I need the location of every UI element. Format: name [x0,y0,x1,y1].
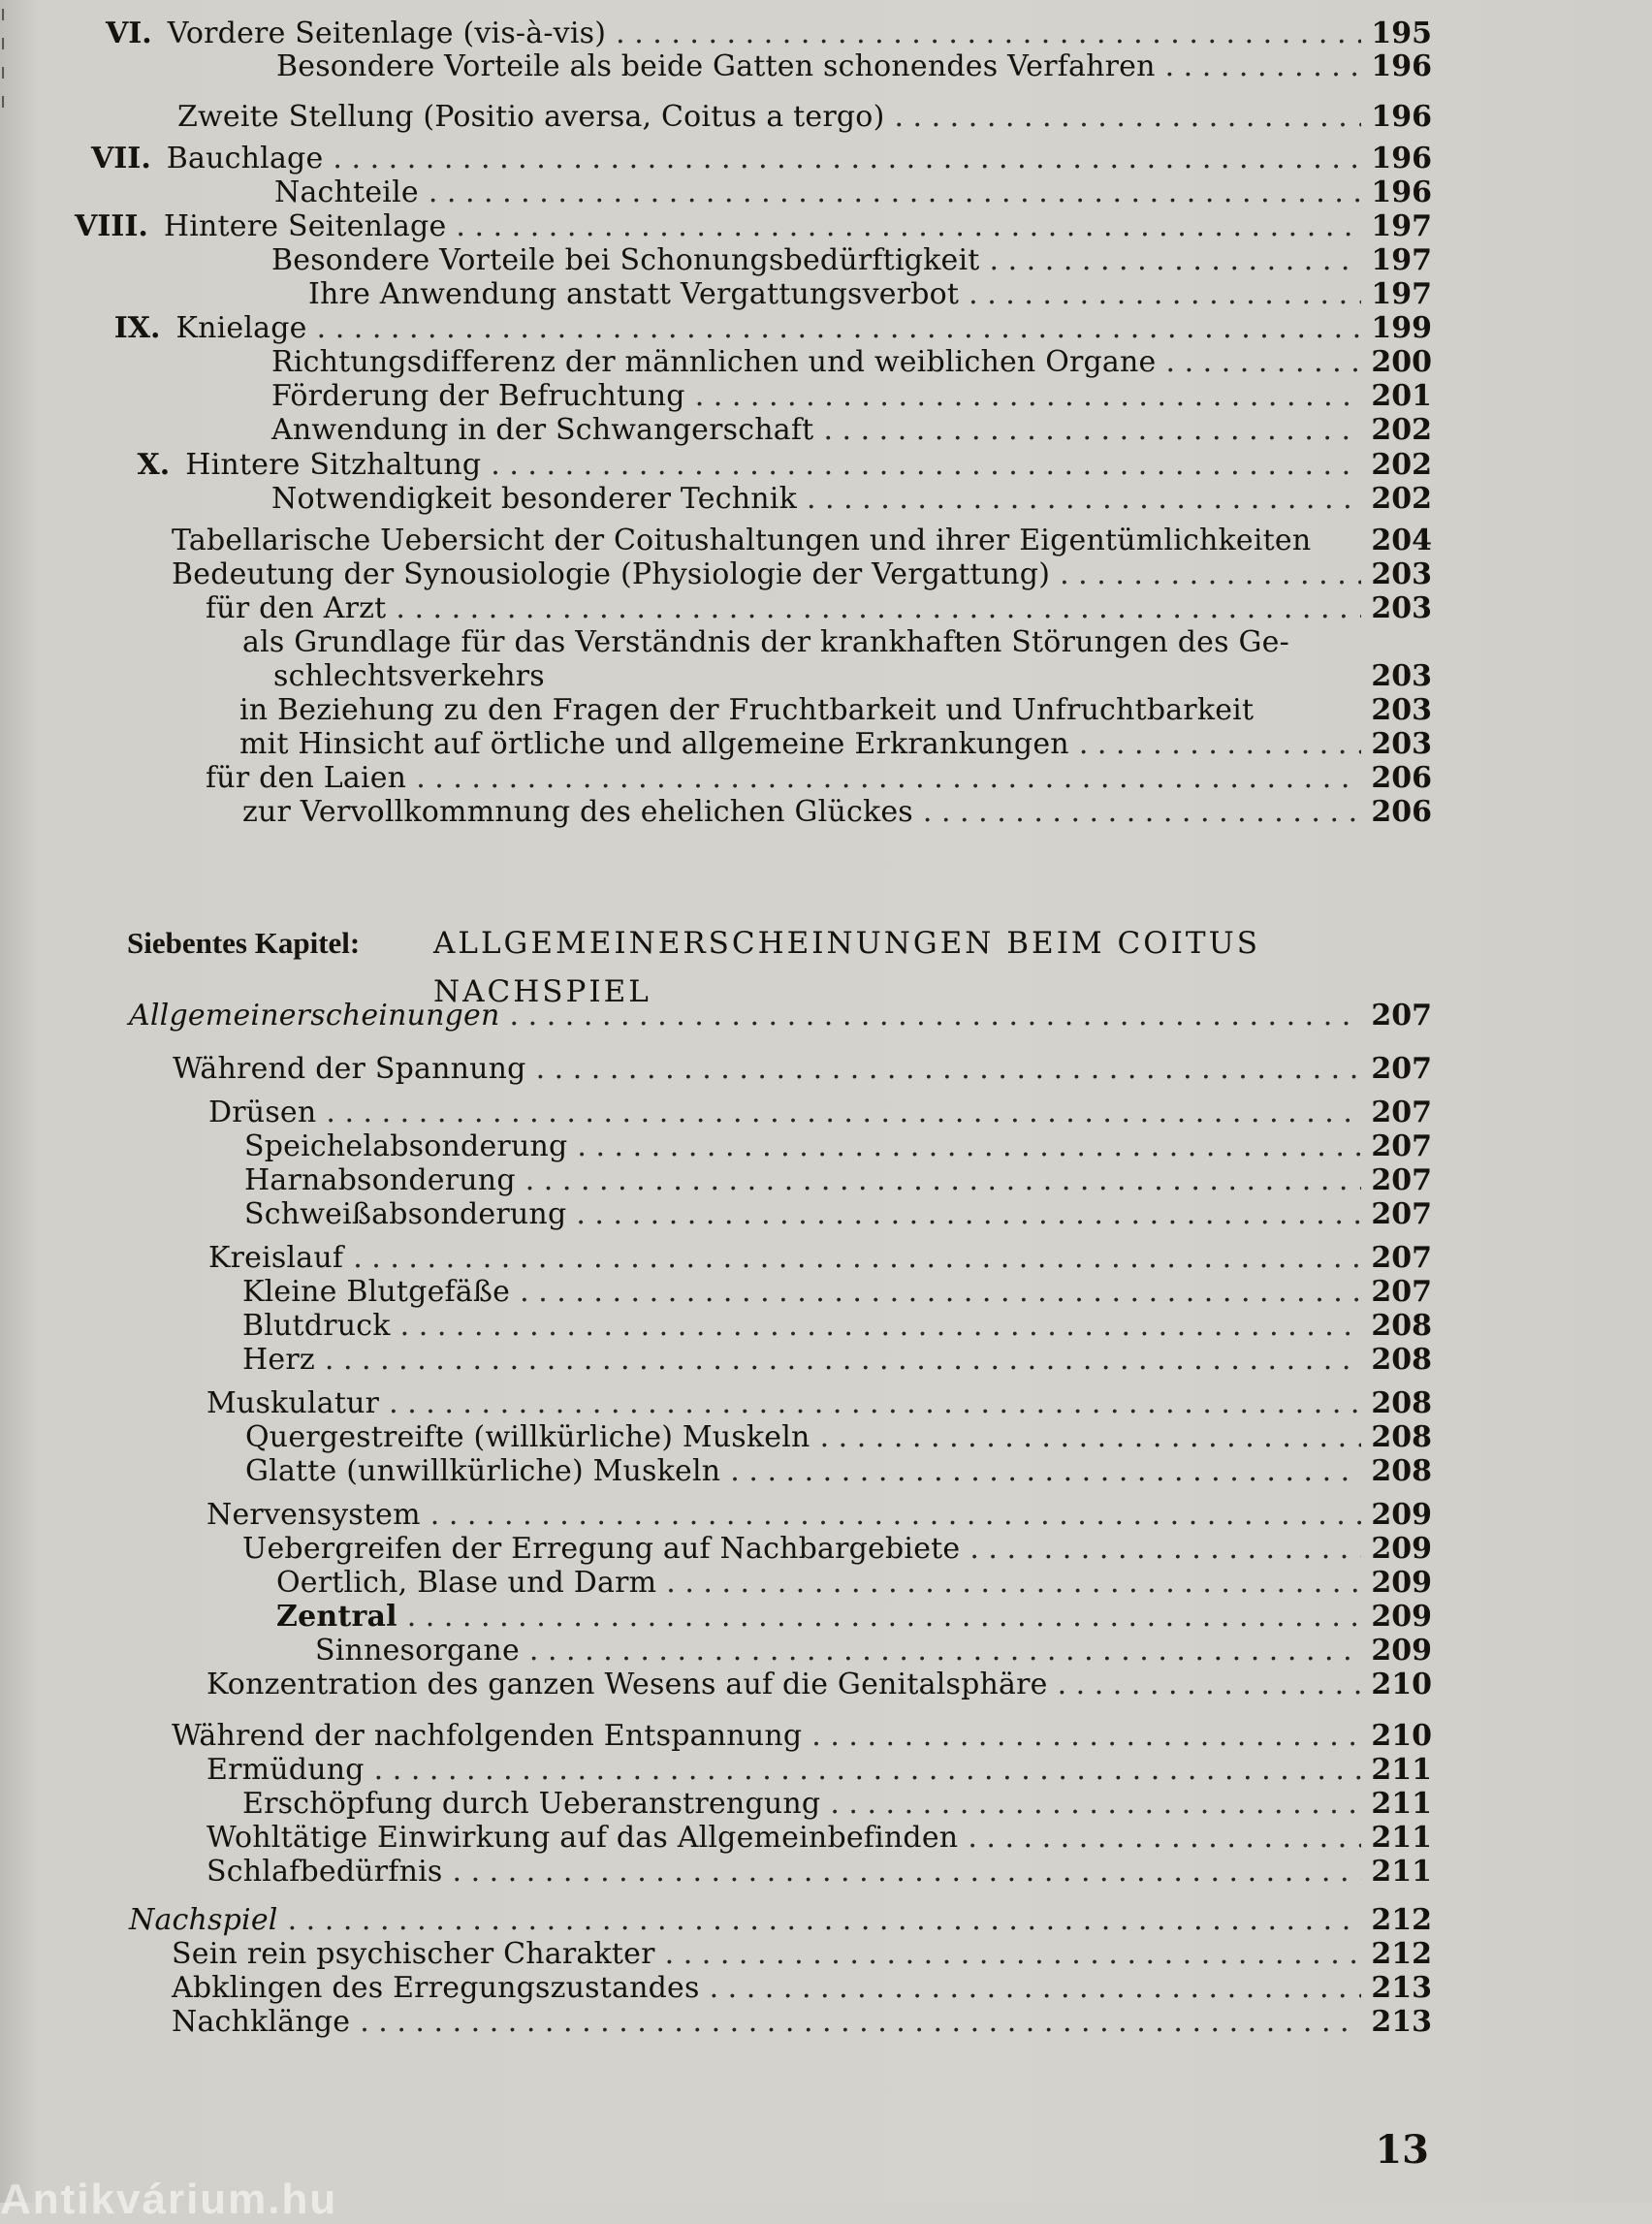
toc-entry [172,1720,1432,1753]
dot-leader [923,796,1361,829]
toc-entry-page: 203 [1371,557,1432,591]
dot-leader [325,1344,1362,1377]
toc-entry [208,1242,1432,1275]
toc-entry-title: Zentral [276,1600,397,1634]
toc-entry-title: Während der nachfolgenden Entspannung [172,1719,803,1753]
toc-entry-title: Hintere Sitzhaltung [185,448,482,482]
dot-leader [400,1310,1362,1343]
dot-leader [430,1499,1362,1532]
toc-entry-title: schlechtsverkehrs [273,659,545,693]
toc-entry-page: 206 [1371,795,1432,829]
toc-entry-title: Nachspiel [129,1903,278,1937]
toc-entry-title: Anwendung in der Schwangerschaft [271,413,814,447]
chapter-label: Siebentes Kapitel: [127,926,361,960]
dot-leader [1165,50,1362,83]
toc-entry-title: Vordere Seitenlage (vis-à-vis) [167,16,607,50]
toc-entry-title: Notwendigkeit besonderer Technik [271,482,797,516]
dot-leader [576,1198,1361,1231]
toc-entry-title: Erschöpfung durch Ueberanstrengung [242,1787,821,1821]
dot-leader [407,1601,1362,1634]
toc-entry-page: 212 [1371,1937,1432,1971]
toc-entry-title: in Beziehung zu den Fragen der Fruchtbarkeit und Unfruchtbarkeit [239,693,1255,727]
toc-entry-title: Uebergreifen der Erregung auf Nachbargebiete [242,1532,961,1566]
toc-entry-title: Herz [242,1343,315,1377]
toc-entry-title: Bauchlage [166,142,324,175]
toc-entry [172,1972,1432,2005]
roman-numeral: X. [137,448,171,482]
toc-entry-title: Ihre Anwendung anstatt Vergattungsverbot [308,277,960,311]
toc-entry-page: 197 [1371,277,1432,311]
toc-entry-page: 209 [1371,1532,1432,1566]
toc-entry [172,558,1432,591]
toc-entry-title: Abklingen des Erregungszustandes [172,1971,700,2005]
toc-entry-title: Besondere Vorteile bei Schonungsbedürftigkeit [271,243,980,277]
dot-leader [525,1164,1362,1197]
toc-entry [276,1601,1432,1634]
toc-entry [276,1567,1432,1600]
dot-leader [491,449,1361,482]
dot-leader [823,414,1361,447]
toc-entry-title: Schlafbedürfnis [206,1855,443,1889]
toc-entry-page: 196 [1371,100,1432,134]
toc-entry-page: 207 [1371,1197,1432,1231]
dot-leader [1166,346,1362,379]
toc-entry [208,1096,1432,1129]
dot-leader [807,483,1361,516]
toc-entry-page: 207 [1371,1275,1432,1309]
toc-entry-title: Kleine Blutgefäße [242,1275,511,1309]
toc-entry [101,312,1432,345]
toc-entry-page: 209 [1371,1498,1432,1532]
toc-entry-title: Quergestreifte (willkürliche) Muskeln [245,1420,810,1454]
toc-entry-page: 213 [1371,1971,1432,2005]
toc-entry-title: Glatte (unwillkürliche) Muskeln [245,1454,721,1488]
toc-entry [242,796,1432,829]
toc-entry-title: Nachklänge [172,2005,351,2039]
dot-leader [288,1904,1362,1937]
dot-leader [453,1856,1362,1889]
chapter-title-line1: ALLGEMEINERSCHEINUNGEN BEIM COITUS [433,926,1260,961]
toc-entry [271,244,1432,277]
dot-leader [360,2006,1361,2039]
toc-entry-title: Nervensystem [206,1498,421,1532]
dot-leader [520,1276,1361,1309]
dot-leader [665,1938,1362,1971]
toc-entry-title: Schweißabsonderung [244,1197,567,1231]
toc-entry-page: 208 [1371,1386,1432,1420]
toc-entry-page: 195 [1371,16,1432,50]
toc-entry [273,660,1432,693]
toc-entry-title: Besondere Vorteile als beide Gatten schonendes Verfahren [276,49,1156,83]
toc-entry [271,414,1432,447]
toc-entry [206,1668,1432,1701]
toc-entry-title: Bedeutung der Synousiologie (Physiologie der Vergattung) [172,557,1051,591]
toc-entry-page: 208 [1371,1454,1432,1488]
toc-entry [242,1276,1432,1309]
toc-entry [206,1754,1432,1787]
toc-entry-page: 208 [1371,1420,1432,1454]
roman-numeral: VI. [106,16,152,50]
dot-leader [317,312,1362,345]
toc-entry-page: 203 [1371,659,1432,693]
dot-leader [529,1635,1361,1668]
toc-entry-title: Harnabsonderung [244,1163,516,1197]
toc-entry-page: 197 [1371,243,1432,277]
watermark: Antikvárium.hu [0,2176,338,2223]
toc-entry-page: 202 [1371,448,1432,482]
toc-entry-title: Oertlich, Blase und Darm [276,1566,657,1600]
toc-entry-page: 207 [1371,1096,1432,1129]
toc-entry-title: Tabellarische Uebersicht der Coitushaltungen und ihrer Eigentümlichkeiten [172,524,1312,557]
page-edge-marks: ı ı ı ı [0,2,7,113]
toc-entry [315,1635,1432,1668]
toc-entry-title: Ermüdung [206,1753,365,1787]
toc-entry-page: 203 [1371,591,1432,625]
toc-entry-title: Hintere Seitenlage [163,209,447,243]
toc-entry-title: Richtungsdifferenz der männlichen und weiblichen Organe [271,345,1157,379]
toc-entry-title: Knielage [175,311,307,345]
toc-entry-page: 211 [1371,1821,1432,1855]
toc-entry-title: mit Hinsicht auf örtliche und allgemeine Erkrankungen [239,727,1069,761]
toc-entry [239,694,1432,727]
dot-leader [456,210,1361,243]
toc-entry [206,1499,1432,1532]
toc-entry [177,101,1432,134]
dot-leader [830,1788,1361,1821]
toc-entry-page: 212 [1371,1903,1432,1937]
dot-leader [416,762,1361,795]
toc-entry-page: 213 [1371,2005,1432,2039]
toc-entry-title: zur Vervollkommnung des ehelichen Glückes [242,795,913,829]
toc-entry-title: Zweite Stellung (Positio aversa, Coitus a tergo) [177,100,885,134]
dot-leader [333,143,1361,175]
toc-entry-page: 207 [1371,999,1432,1033]
toc-entry [308,278,1432,311]
toc-entry-title: Kreislauf [208,1241,344,1275]
dot-leader [326,1096,1361,1129]
toc-entry-page: 208 [1371,1309,1432,1343]
toc-entry [245,1455,1432,1488]
dot-leader [429,176,1362,209]
toc-entry-title: Förderung der Befruchtung [271,379,685,413]
toc-entry-page: 207 [1371,1052,1432,1086]
toc-entry [206,762,1432,795]
toc-entry [244,1198,1432,1231]
toc-entry [271,346,1432,379]
roman-numeral: IX. [113,311,161,345]
toc-entry-title: Nachteile [274,175,419,209]
roman-numeral: VII. [91,142,151,175]
page-number: 13 [1375,2127,1429,2173]
toc-entry [271,380,1432,413]
toc-entry-title: Drüsen [208,1096,317,1129]
toc-entry [244,1164,1432,1197]
toc-entry-page: 203 [1371,727,1432,761]
toc-entry [242,1533,1432,1566]
toc-entry-title: Muskulatur [206,1386,380,1420]
dot-leader [389,1387,1361,1420]
dot-leader [616,17,1361,50]
toc-entry [242,1788,1432,1821]
toc-entry [271,483,1432,516]
dot-leader [894,101,1361,134]
toc-entry-page: 199 [1371,311,1432,345]
dot-leader [1079,728,1362,761]
toc-entry-title: für den Laien [206,761,407,795]
toc-entry-page: 200 [1371,345,1432,379]
toc-entry-title: Speichelabsonderung [244,1129,568,1163]
toc-entry-page: 207 [1371,1241,1432,1275]
dot-leader [969,1533,1361,1566]
toc-entry-page: 209 [1371,1600,1432,1634]
dot-leader [396,592,1361,625]
toc-entry-page: 209 [1371,1566,1432,1600]
toc-entry-page: 201 [1371,379,1432,413]
dot-leader [820,1421,1362,1454]
toc-entry-page: 197 [1371,209,1432,243]
toc-entry [244,1130,1432,1163]
toc-entry [120,449,1432,482]
toc-entry [206,1387,1432,1420]
toc-entry-page: 208 [1371,1343,1432,1377]
toc-entry-page: 202 [1371,482,1432,516]
toc-entry-page: 210 [1371,1668,1432,1701]
toc-entry [172,1938,1432,1971]
toc-entry-page: 211 [1371,1753,1432,1787]
toc-entry-title: Wohltätige Einwirkung auf das Allgemeinbefinden [206,1821,959,1855]
toc-entry-title: Während der Spannung [173,1052,526,1086]
toc-entry [206,592,1432,625]
toc-entry-page: 196 [1371,175,1432,209]
toc-entry-title: Sein rein psychischer Charakter [172,1937,655,1971]
toc-entry-page: 196 [1371,49,1432,83]
toc-entry [274,176,1432,209]
toc-entry [242,626,1432,659]
dot-leader [811,1720,1361,1753]
toc-entry [173,1053,1432,1086]
toc-entry-page: 210 [1371,1719,1432,1753]
toc-entry-page: 209 [1371,1634,1432,1668]
chapter-title-line2: NACHSPIEL [433,974,651,1009]
toc-entry-page: 206 [1371,761,1432,795]
toc-entry-page: 211 [1371,1787,1432,1821]
toc-entry [106,17,1432,50]
dot-leader [536,1053,1362,1086]
toc-entry-title: Blutdruck [242,1309,391,1343]
dot-leader [730,1455,1361,1488]
toc-entry [206,1856,1432,1889]
toc-entry-page: 202 [1371,413,1432,447]
toc-entry-page: 196 [1371,142,1432,175]
toc-entry-title: Sinnesorgane [315,1634,520,1668]
toc-entry [245,1421,1432,1454]
dot-leader [968,1822,1361,1855]
dot-leader [695,380,1362,413]
toc-entry [206,1822,1432,1855]
toc-entry-title: Allgemeinerscheinungen [129,999,500,1033]
dot-leader [666,1567,1361,1600]
toc-entry-page: 207 [1371,1129,1432,1163]
toc-entry [276,50,1432,83]
toc-entry [91,143,1432,175]
toc-entry [75,210,1432,243]
toc-entry [242,1310,1432,1343]
chapter-heading [127,919,1260,1016]
dot-leader [710,1972,1362,2005]
dot-leader [353,1242,1361,1275]
toc-entry-title: für den Arzt [206,591,387,625]
toc-entry-page: 207 [1371,1163,1432,1197]
dot-leader [374,1754,1362,1787]
toc-entry [239,728,1432,761]
toc-entry-page: 204 [1371,524,1432,557]
roman-numeral: VIII. [75,209,148,243]
toc-entry [242,1344,1432,1377]
dot-leader [1060,558,1361,591]
dot-leader [1058,1668,1362,1701]
toc-entry [129,1904,1432,1937]
toc-entry-page: 211 [1371,1855,1432,1889]
toc-entry [172,2006,1432,2039]
toc-entry-title: als Grundlage für das Verständnis der krankhaften Störungen des Ge- [242,625,1289,659]
dot-leader [969,278,1361,311]
dot-leader [577,1130,1361,1163]
toc-entry-title: Konzentration des ganzen Wesens auf die Genitalsphäre [206,1668,1048,1701]
toc-entry-page: 203 [1371,693,1432,727]
dot-leader [990,244,1362,277]
toc-entry [172,524,1432,557]
chapter-title [433,919,1260,1016]
